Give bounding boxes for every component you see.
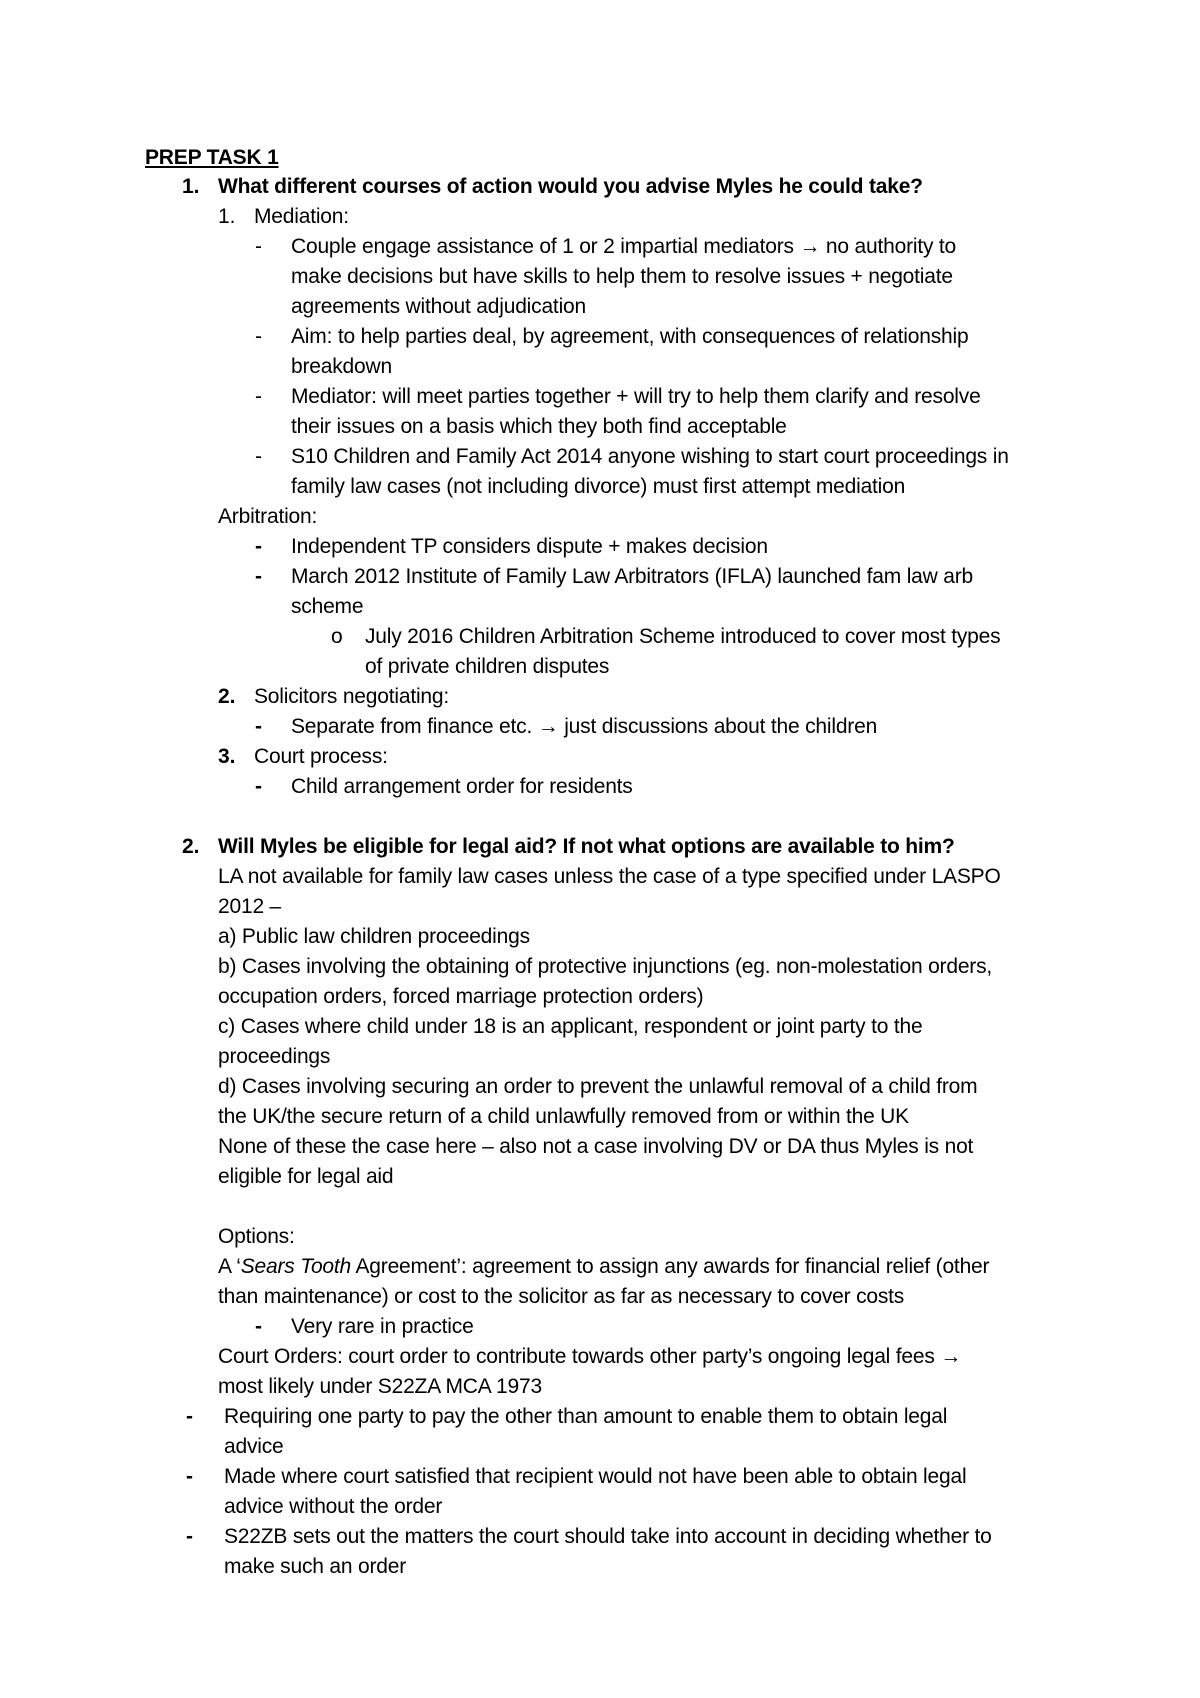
bullet-dash: - [255, 445, 262, 468]
page-title: PREP TASK 1 [145, 146, 279, 169]
sears-tooth-line: A ‘Sears Tooth Agreement’: agreement to assign any awards for financial relief (other [218, 1255, 990, 1278]
arbitration-bullet-2-line-2: scheme [291, 595, 364, 618]
bullet-dash: - [255, 775, 262, 798]
solicitors-bullet-1: Separate from finance etc. → just discussions about the children [291, 715, 878, 738]
question-1-number: 1. [182, 175, 200, 198]
sears-tooth-line-2: than maintenance) or cost to the solicitor as far as necessary to cover costs [218, 1285, 905, 1308]
mediation-bullet-2-line-2: breakdown [291, 355, 392, 378]
order-bullet-1: Requiring one party to pay the other than amount to enable them to obtain legal [224, 1405, 948, 1428]
court-bullet-1: Child arrangement order for residents [291, 775, 633, 798]
para-line: occupation orders, forced marriage protection orders) [218, 985, 704, 1008]
mediation-bullet-4-line-2: family law cases (not including divorce) must first attempt mediation [291, 475, 906, 498]
solicitors-number: 2. [218, 685, 236, 708]
para-line: None of these the case here – also not a case involving DV or DA thus Myles is not [218, 1135, 974, 1158]
para-line: the UK/the secure return of a child unlawfully removed from or within the UK [218, 1105, 909, 1128]
mediation-label: Mediation: [254, 205, 349, 228]
court-number: 3. [218, 745, 236, 768]
arbitration-sub-bullet-1-line-2: of private children disputes [365, 655, 610, 678]
arrow-icon: → [537, 715, 559, 738]
options-label: Options: [218, 1225, 295, 1248]
arbitration-bullet-1: Independent TP considers dispute + makes decision [291, 535, 768, 558]
sub-bullet-circle: o [331, 625, 343, 648]
court-orders-line-2: most likely under S22ZA MCA 1973 [218, 1375, 542, 1398]
mediation-bullet-1-line-3: agreements without adjudication [291, 295, 586, 318]
order-bullet-3: S22ZB sets out the matters the court should take into account in deciding whether to [224, 1525, 992, 1548]
order-bullet-2-line-2: advice without the order [224, 1495, 443, 1518]
order-bullet-1-line-2: advice [224, 1435, 284, 1458]
arrow-icon: → [799, 235, 821, 258]
bullet-dash: - [255, 325, 262, 348]
para-line: a) Public law children proceedings [218, 925, 530, 948]
solicitors-label: Solicitors negotiating: [254, 685, 450, 708]
para-line: b) Cases involving the obtaining of protective injunctions (eg. non-molestation orders, [218, 955, 993, 978]
arbitration-bullet-2: March 2012 Institute of Family Law Arbitrators (IFLA) launched fam law arb [291, 565, 973, 588]
para-line: eligible for legal aid [218, 1165, 394, 1188]
question-2-text: Will Myles be eligible for legal aid? If not what options are available to him? [218, 835, 955, 858]
mediation-bullet-4: S10 Children and Family Act 2014 anyone wishing to start court proceedings in [291, 445, 1009, 468]
court-orders-line: Court Orders: court order to contribute towards other party’s ongoing legal fees → [218, 1345, 962, 1368]
mediation-number: 1. [218, 205, 236, 228]
question-2-number: 2. [182, 835, 200, 858]
order-bullet-2: Made where court satisfied that recipient would not have been able to obtain legal [224, 1465, 967, 1488]
question-1-text: What different courses of action would you advise Myles he could take? [218, 175, 923, 198]
bullet-dash: - [186, 1405, 193, 1428]
para-line: LA not available for family law cases unless the case of a type specified under LASPO [218, 865, 1001, 888]
para-line: d) Cases involving securing an order to prevent the unlawful removal of a child from [218, 1075, 978, 1098]
mediation-bullet-1-line-2: make decisions but have skills to help them to resolve issues + negotiate [291, 265, 953, 288]
bullet-dash: - [255, 715, 262, 738]
mediation-bullet-2: Aim: to help parties deal, by agreement, with consequences of relationship [291, 325, 969, 348]
para-line: c) Cases where child under 18 is an applicant, respondent or joint party to the [218, 1015, 923, 1038]
bullet-dash: - [255, 385, 262, 408]
bullet-dash: - [186, 1525, 193, 1548]
mediation-bullet-3-line-2: their issues on a basis which they both find acceptable [291, 415, 787, 438]
order-bullet-3-line-2: make such an order [224, 1555, 406, 1578]
mediation-bullet-3: Mediator: will meet parties together + will try to help them clarify and resolve [291, 385, 981, 408]
rare-bullet: Very rare in practice [291, 1315, 474, 1338]
arrow-icon: → [940, 1345, 962, 1368]
bullet-dash: - [255, 1315, 262, 1338]
mediation-bullet-1: Couple engage assistance of 1 or 2 impartial mediators → no authority to [291, 235, 957, 258]
bullet-dash: - [255, 565, 262, 588]
court-label: Court process: [254, 745, 388, 768]
bullet-dash: - [186, 1465, 193, 1488]
bullet-dash: - [255, 235, 262, 258]
arbitration-label: Arbitration: [218, 505, 318, 528]
bullet-dash: - [255, 535, 262, 558]
para-line: 2012 – [218, 895, 282, 918]
para-line: proceedings [218, 1045, 331, 1068]
arbitration-sub-bullet-1: July 2016 Children Arbitration Scheme introduced to cover most types [365, 625, 1001, 648]
